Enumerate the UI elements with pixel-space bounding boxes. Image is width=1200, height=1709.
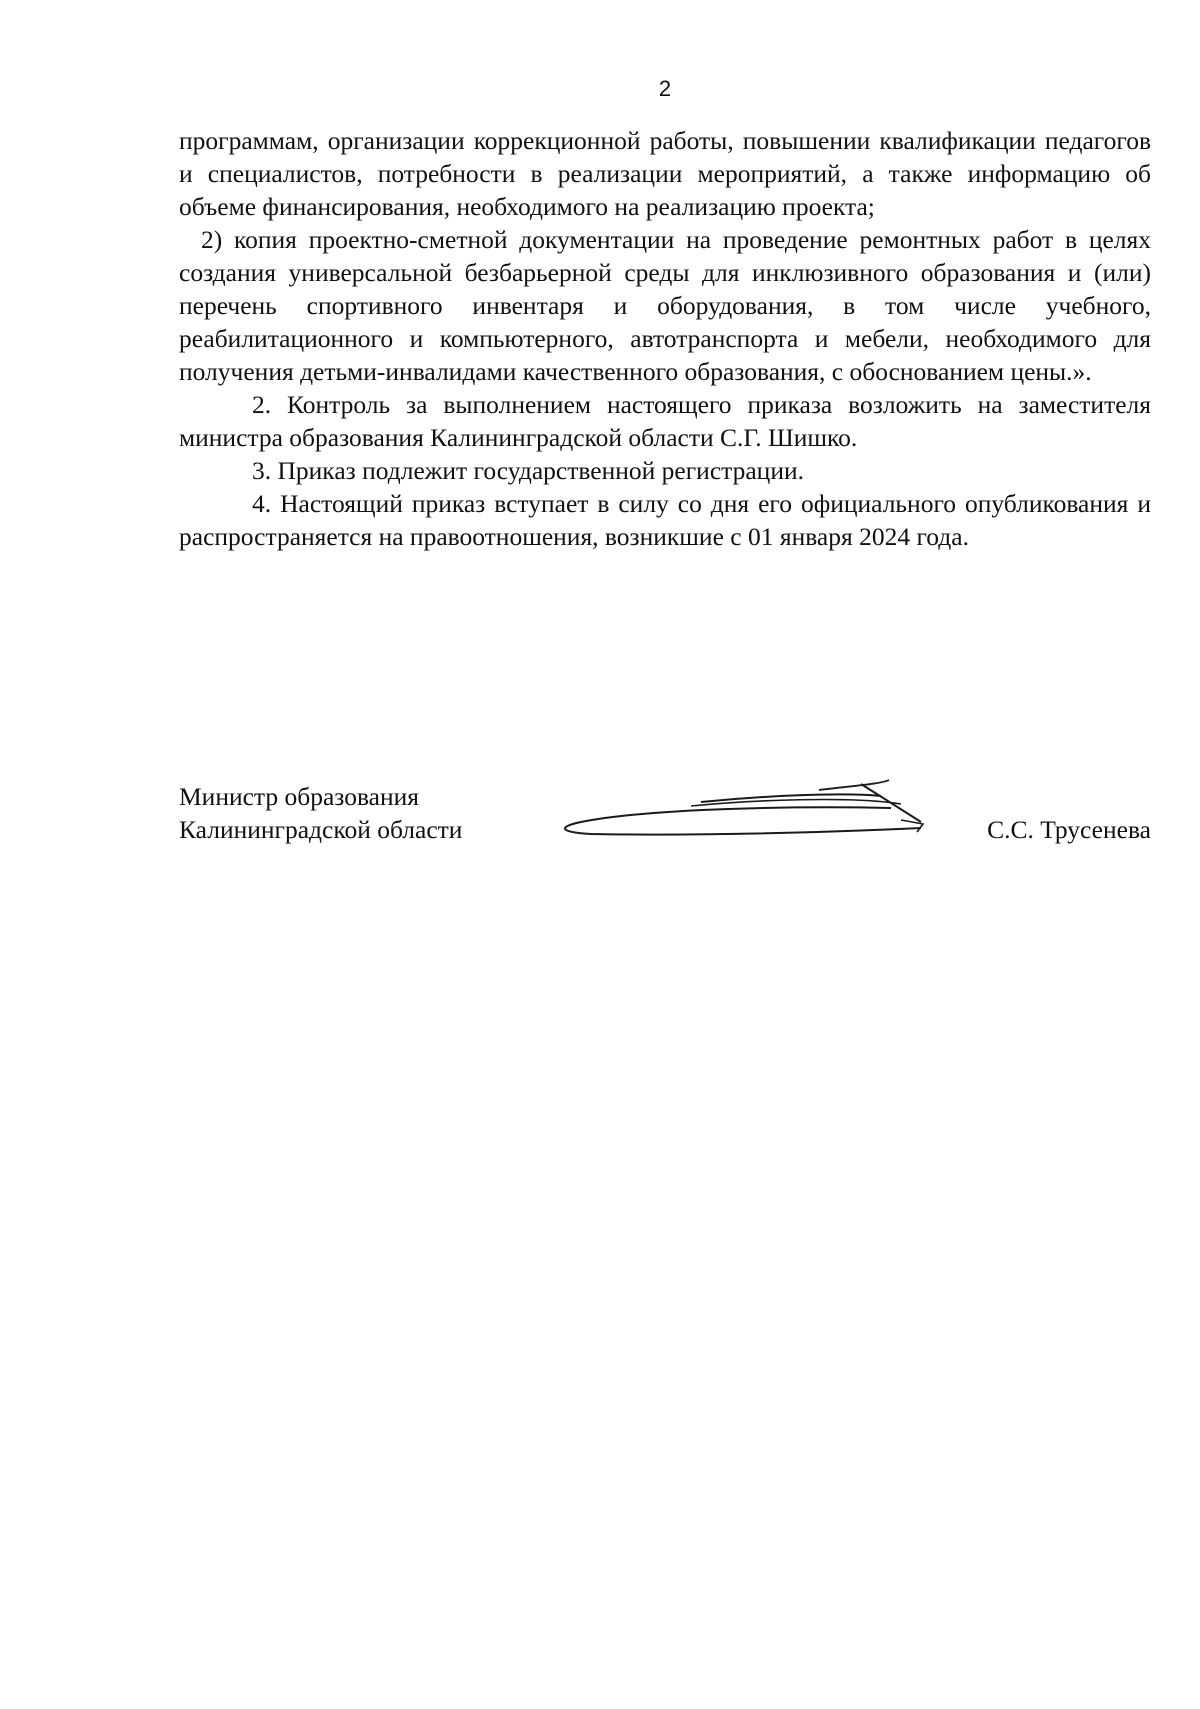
page-number: 2	[658, 76, 672, 101]
handwritten-signature	[551, 760, 951, 840]
signatory-title	[179, 780, 462, 846]
signatory-title-line-2: Калининградской области	[179, 815, 463, 844]
signatory-name: С.С. Трусенева	[987, 815, 1151, 844]
signature-block	[179, 780, 1151, 870]
paragraph-point-2: 2. Контроль за выполнением настоящего приказа возложить на заместителя министра образования Калининградской области С.Г. Шишко.	[179, 390, 1151, 452]
paragraph-point-4: 4. Настоящий приказ вступает в силу со дня его официального опубликования и распространяется на правоотношения, возникшие с 01 января 2024 года.	[179, 489, 1151, 551]
signatory-title-line-1: Министр образования	[179, 782, 420, 811]
paragraph-item-2: 2) копия проектно-сметной документации на проведение ремонтных работ в целях создания универсальной безбарьерной среды для инклюзивного образования и (или) перечень спортивного инвентаря и оборудования, в том числе учебного, реабилитационного и компьютерного, автотранспорта и мебели, необходимого для получения детьми-инвалидами качественного образования, с обоснованием цены.».	[179, 225, 1151, 386]
document-body	[179, 124, 1151, 553]
paragraph-continuation: программам, организации коррекционной работы, повышении квалификации педагогов и специалистов, потребности в реализации мероприятий, а также информацию об объеме финансирования, необходимого на реализацию проекта;	[179, 126, 1151, 221]
paragraph-point-3: 3. Приказ подлежит государственной регистрации.	[252, 456, 804, 485]
